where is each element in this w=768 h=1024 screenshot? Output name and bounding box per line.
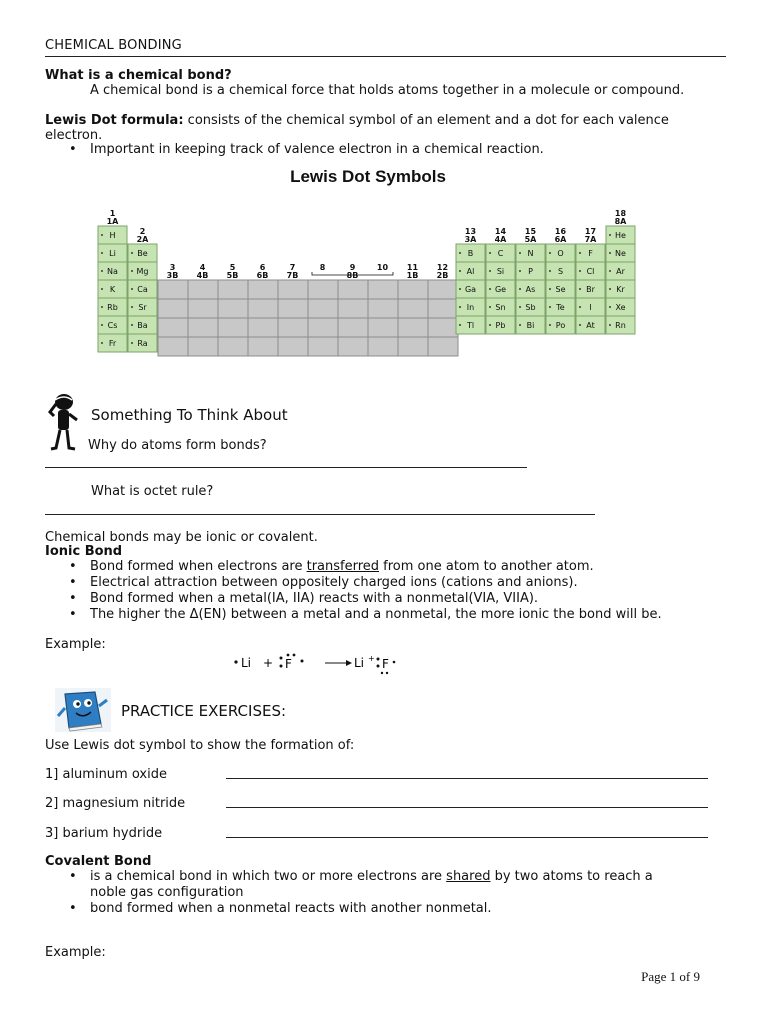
element-ne-dot [609, 252, 611, 254]
element-si-symbol: Si [496, 267, 505, 276]
element-p-symbol: P [528, 267, 533, 276]
element-sr-dot [131, 306, 133, 308]
shared-term: shared [446, 869, 491, 884]
think-question-2: What is octet rule? [91, 484, 214, 499]
group-number: 16 [554, 227, 567, 236]
transition-metal-cell [188, 318, 218, 337]
bond-types-intro: Chemical bonds may be ionic or covalent. [45, 530, 318, 545]
element-ra-dot [131, 342, 133, 344]
header-rule [45, 56, 726, 57]
transition-metal-cell [368, 299, 398, 318]
transition-metal-cell [218, 318, 248, 337]
covalent-bullet: • is a chemical bond in which two or more electrons are shared by two atoms to reach a noble gas configuration [45, 869, 725, 901]
element-bi-dot [519, 324, 521, 326]
group-number: 9 [349, 263, 356, 272]
element-ba-dot [131, 324, 133, 326]
exercise-label-2: 2] magnesium nitride [45, 796, 186, 811]
transition-metal-cell [158, 280, 188, 299]
element-ca-symbol: Ca [137, 285, 148, 294]
transition-metal-cell [248, 337, 278, 356]
reaction-f: F [285, 657, 292, 671]
transition-metal-cell [218, 337, 248, 356]
element-ge-symbol: Ge [494, 285, 507, 294]
group-number: 1 [109, 209, 116, 218]
element-he-dot [609, 234, 611, 236]
element-te-dot [549, 306, 551, 308]
book-character-icon [55, 688, 111, 732]
element-ca-dot [131, 288, 133, 290]
group-label: 6A [554, 235, 567, 244]
transition-metal-cell [188, 337, 218, 356]
transition-metal-cell [218, 280, 248, 299]
reaction-li: Li [241, 656, 252, 670]
transition-metal-cell [338, 318, 368, 337]
element-b-symbol: B [467, 249, 474, 258]
element-as-symbol: As [525, 285, 536, 294]
group-label: 1A [106, 217, 119, 226]
element-bi-symbol: Bi [526, 321, 535, 330]
element-ga-dot [459, 288, 461, 290]
transition-metal-cell [398, 337, 428, 356]
group-label: 4A [494, 235, 507, 244]
think-question-1: Why do atoms form bonds? [88, 438, 267, 453]
group-number: 8 [319, 263, 326, 272]
ionic-reaction-equation [228, 652, 418, 676]
group-label: 3B [166, 271, 179, 280]
element-k-dot [101, 288, 103, 290]
transition-metal-cell [428, 299, 458, 318]
group-label: 3A [464, 235, 477, 244]
answer-line-1[interactable] [45, 467, 527, 468]
periodic-table-grid [98, 209, 635, 356]
ionic-bullet: • Bond formed when electrons are transferred from one atom to another atom. [45, 559, 725, 575]
element-pb-dot [489, 324, 491, 326]
ionic-bullet: • Electrical attraction between oppositely charged ions (cations and anions). [45, 575, 725, 591]
element-ne-symbol: Ne [615, 249, 626, 258]
element-o-dot [549, 252, 551, 254]
group-label: 5B [226, 271, 239, 280]
practice-instruction: Use Lewis dot symbol to show the formation of: [45, 738, 355, 753]
element-sn-symbol: Sn [495, 303, 506, 312]
group-label: 8A [614, 217, 627, 226]
element-i-symbol: I [589, 303, 592, 312]
element-pb-symbol: Pb [495, 321, 506, 330]
transition-metal-cell [338, 337, 368, 356]
element-s-symbol: S [557, 267, 564, 276]
element-f-dot [579, 252, 581, 254]
transition-metal-cell [188, 299, 218, 318]
element-s-dot [549, 270, 551, 272]
element-k-symbol: K [109, 285, 116, 294]
group-label: 1B [406, 271, 419, 280]
transition-metal-cell [188, 280, 218, 299]
group-number: 14 [494, 227, 507, 236]
element-n-symbol: N [527, 249, 534, 258]
element-xe-dot [609, 306, 611, 308]
lewis-term: Lewis Dot formula: [45, 113, 184, 128]
element-na-symbol: Na [107, 267, 118, 276]
element-rb-symbol: Rb [107, 303, 118, 312]
element-rn-dot [609, 324, 611, 326]
group-label: 7A [584, 235, 597, 244]
group-label: 5A [524, 235, 537, 244]
element-tl-dot [459, 324, 461, 326]
exercise-answer-line-2[interactable] [226, 807, 708, 808]
transition-metal-cell [158, 337, 188, 356]
group-label: 2B [436, 271, 449, 280]
element-po-dot [549, 324, 551, 326]
transition-metal-cell [248, 280, 278, 299]
group-label: 2A [136, 235, 149, 244]
transition-metal-cell [428, 280, 458, 299]
element-mg-symbol: Mg [136, 267, 149, 276]
ionic-bullet: • Bond formed when a metal(IA, IIA) reacts with a nonmetal(VIA, VIIA). [45, 591, 725, 607]
element-se-symbol: Se [555, 285, 566, 294]
element-ge-dot [489, 288, 491, 290]
group-number: 13 [464, 227, 477, 236]
group-number: 15 [524, 227, 537, 236]
element-rb-dot [101, 306, 103, 308]
group-number: 10 [376, 263, 389, 272]
transition-metal-cell [308, 318, 338, 337]
covalent-bullets [45, 869, 725, 917]
exercise-label-1: 1] aluminum oxide [45, 767, 167, 782]
element-br-dot [579, 288, 581, 290]
group-number: 2 [139, 227, 146, 236]
group-number: 6 [259, 263, 266, 272]
element-i-dot [579, 306, 581, 308]
element-sn-dot [489, 306, 491, 308]
group-number: 17 [584, 227, 597, 236]
group-label: 6B [256, 271, 269, 280]
element-o-symbol: O [557, 249, 564, 258]
element-sr-symbol: Sr [138, 303, 147, 312]
transition-metal-cell [248, 318, 278, 337]
periodic-table-title: Lewis Dot Symbols [290, 167, 446, 186]
covalent-heading: Covalent Bond [45, 854, 152, 869]
page-number: Page 1 of 9 [641, 969, 700, 984]
question-heading: What is a chemical bond? [45, 68, 232, 83]
element-at-dot [579, 324, 581, 326]
element-kr-symbol: Kr [616, 285, 625, 294]
exercise-answer-line-3[interactable] [226, 837, 708, 838]
transition-metal-cell [428, 337, 458, 356]
group-number: 5 [229, 263, 236, 272]
transition-metal-cell [308, 337, 338, 356]
transition-metal-cell [428, 318, 458, 337]
think-title: Something To Think About [91, 406, 288, 424]
reaction-li-charge: + [368, 654, 375, 663]
transition-metal-cell [398, 299, 428, 318]
group-number: 12 [436, 263, 449, 272]
transferred-term: transferred [306, 559, 380, 574]
group-label: 4B [196, 271, 209, 280]
ionic-bullet: • The higher the Δ(EN) between a metal and a nonmetal, the more ionic the bond will be. [45, 607, 725, 623]
element-in-symbol: In [466, 303, 475, 312]
transition-metal-cell [368, 318, 398, 337]
group-number: 3 [169, 263, 176, 272]
bond-definition: A chemical bond is a chemical force that holds atoms together in a molecule or compound. [90, 83, 685, 98]
transition-metal-cell [368, 280, 398, 299]
transition-metal-cell [158, 299, 188, 318]
element-br-symbol: Br [586, 285, 595, 294]
periodic-table-figure [90, 162, 650, 362]
element-cs-symbol: Cs [107, 321, 118, 330]
element-cl-dot [579, 270, 581, 272]
element-c-symbol: C [497, 249, 504, 258]
element-fr-symbol: Fr [108, 339, 117, 348]
element-f-symbol: F [588, 249, 593, 258]
element-p-dot [519, 270, 521, 272]
element-tl-symbol: Tl [466, 321, 475, 330]
element-xe-symbol: Xe [615, 303, 626, 312]
lewis-bullets [45, 142, 725, 158]
element-sb-symbol: Sb [525, 303, 536, 312]
element-ga-symbol: Ga [464, 285, 477, 294]
element-n-dot [519, 252, 521, 254]
transition-metal-cell [278, 337, 308, 356]
transition-metal-cell [278, 318, 308, 337]
transition-metal-cell [308, 299, 338, 318]
element-mg-dot [131, 270, 133, 272]
element-al-symbol: Al [466, 267, 475, 276]
element-he-symbol: He [615, 231, 626, 240]
element-fr-dot [101, 342, 103, 344]
element-po-symbol: Po [555, 321, 566, 330]
element-h-symbol: H [109, 231, 116, 240]
lewis-definition-line1 [45, 113, 669, 129]
thinking-person-icon [42, 392, 84, 452]
transition-metal-cell [278, 280, 308, 299]
element-at-symbol: At [586, 321, 595, 330]
covalent-example-label: Example: [45, 945, 106, 960]
transition-metal-cell [398, 280, 428, 299]
transition-metal-cell [368, 337, 398, 356]
element-cl-symbol: Cl [586, 267, 595, 276]
group-number: 4 [199, 263, 206, 272]
element-te-symbol: Te [556, 303, 565, 312]
element-ba-symbol: Ba [137, 321, 148, 330]
exercise-answer-line-1[interactable] [226, 778, 708, 779]
ionic-heading: Ionic Bond [45, 544, 123, 559]
transition-metal-cell [248, 299, 278, 318]
element-as-dot [519, 288, 521, 290]
element-in-dot [459, 306, 461, 308]
group-label: 7B [286, 271, 299, 280]
lewis-definition-line2: electron. [45, 128, 103, 143]
element-rn-symbol: Rn [615, 321, 626, 330]
practice-title: PRACTICE EXERCISES: [121, 702, 287, 720]
reaction-plus: + [263, 656, 274, 670]
element-li-dot [101, 252, 103, 254]
document-header: CHEMICAL BONDING [45, 38, 182, 53]
exercise-label-3: 3] barium hydride [45, 826, 163, 841]
reaction-f-ion: F [382, 657, 389, 671]
ionic-example-label: Example: [45, 637, 106, 652]
transition-metal-cell [338, 299, 368, 318]
element-ar-dot [609, 270, 611, 272]
element-be-dot [131, 252, 133, 254]
answer-line-2[interactable] [45, 514, 595, 515]
covalent-bullet: • bond formed when a nonmetal reacts with another nonmetal. [45, 901, 725, 917]
element-sb-dot [519, 306, 521, 308]
group-number: 18 [614, 209, 627, 218]
element-h-dot [101, 234, 103, 236]
reaction-li-ion: Li [354, 656, 365, 670]
lewis-definition-text: consists of the chemical symbol of an element and a dot for each valence [187, 113, 669, 128]
element-se-dot [549, 288, 551, 290]
group-label: 8B [346, 271, 359, 280]
element-na-dot [101, 270, 103, 272]
transition-metal-cell [398, 318, 428, 337]
ionic-bullets [45, 559, 725, 623]
transition-metal-cell [338, 280, 368, 299]
element-be-symbol: Be [137, 249, 148, 258]
element-cs-dot [101, 324, 103, 326]
element-ar-symbol: Ar [616, 267, 625, 276]
group-number: 7 [289, 263, 296, 272]
group-number: 11 [406, 263, 419, 272]
transition-metal-cell [158, 318, 188, 337]
element-b-dot [459, 252, 461, 254]
element-al-dot [459, 270, 461, 272]
element-c-dot [489, 252, 491, 254]
transition-metal-cell [278, 299, 308, 318]
transition-metal-cell [308, 280, 338, 299]
element-kr-dot [609, 288, 611, 290]
transition-metal-cell [218, 299, 248, 318]
element-si-dot [489, 270, 491, 272]
element-li-symbol: Li [109, 249, 116, 258]
lewis-bullet: • Important in keeping track of valence electron in a chemical reaction. [45, 142, 725, 158]
element-ra-symbol: Ra [137, 339, 148, 348]
